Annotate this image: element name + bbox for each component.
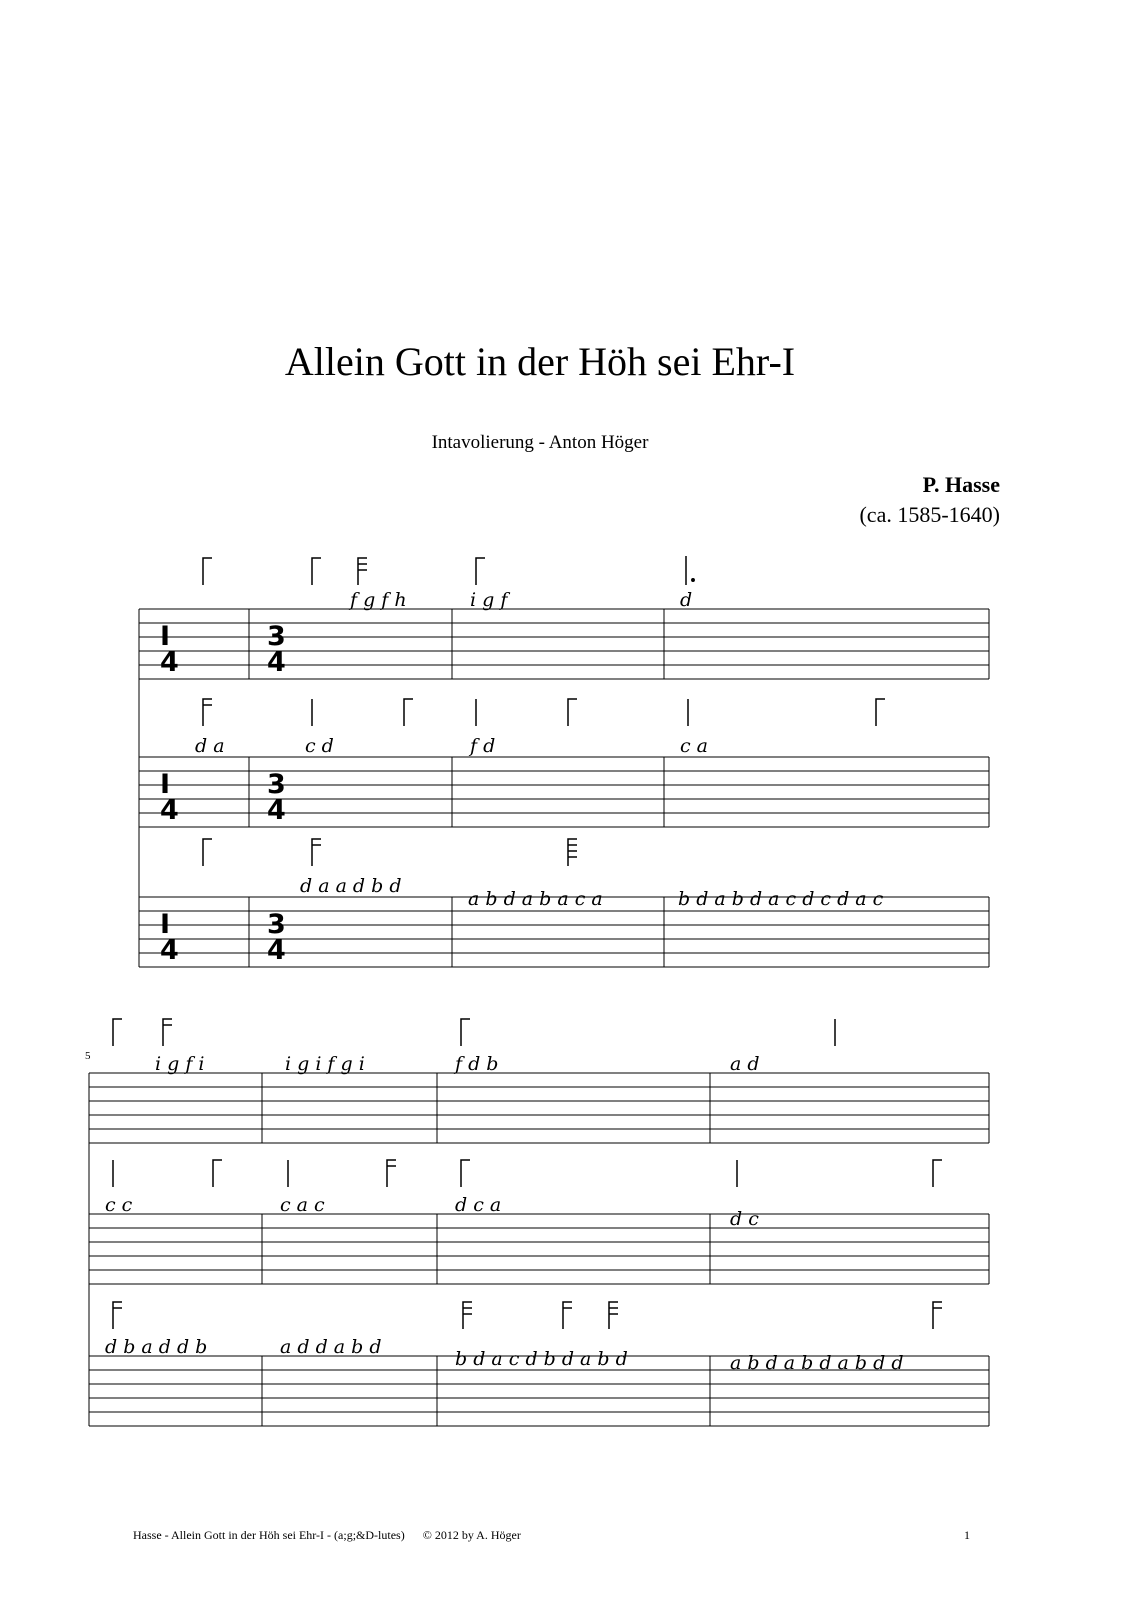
tab-letters-s1-v2-m2: c d [305, 735, 334, 757]
tab-letters-s2-v3-m7: b d a c d b d a b d [455, 1348, 628, 1370]
tab-letters-s2-v2-m6: c a c [280, 1194, 325, 1216]
tab-letters-s2-v1-m7: f d b [455, 1053, 499, 1075]
time-sig-den: 4 [267, 935, 286, 966]
tab-letters-s2-v2-m8: d c [730, 1208, 759, 1230]
time-sig-num: I [160, 621, 171, 652]
page-title: Allein Gott in der Höh sei Ehr-I [284, 339, 796, 384]
time-sig-den: 4 [160, 795, 179, 826]
tab-letters-s1-v1-m3: i g f [470, 589, 508, 611]
time-sig-num: 3 [267, 769, 286, 800]
time-sig-den: 4 [160, 935, 179, 966]
tab-letters-s1-v2-m3: f d [470, 735, 496, 757]
time-sig-den: 4 [160, 647, 179, 678]
tab-letters-s2-v1-m6: i g i f g i [285, 1053, 365, 1075]
tab-letters-s1-v1-m4: d [680, 589, 693, 611]
tab-letters-s1-v1-m2: f g f h [350, 589, 407, 611]
page-number: 1 [964, 1528, 970, 1542]
time-sig-num: I [160, 769, 171, 800]
tab-letters-s1-v3-m3: a b d a b a c a [468, 888, 603, 910]
arranger-credit: Intavolierung - Anton Höger [431, 432, 649, 453]
tab-letters-s2-v3-m8: a b d a b d a b d d [730, 1352, 904, 1374]
composer-name: P. Hasse [922, 472, 1000, 497]
composer-dates: (ca. 1585-1640) [859, 502, 1000, 527]
time-sig-num: 3 [267, 909, 286, 940]
tab-letters-s2-v1-m5: i g f i [155, 1053, 205, 1075]
tab-letters-s2-v1-m8: a d [730, 1053, 760, 1075]
footer-title: Hasse - Allein Gott in der Höh sei Ehr-I - (a;g;&D-lutes) [133, 1528, 405, 1542]
page-footer [133, 1528, 521, 1543]
time-sig-num: 3 [267, 621, 286, 652]
tab-letters-s2-v3-m6: a d d a b d [280, 1336, 382, 1358]
measure-number: 5 [85, 1050, 91, 1062]
tab-letters-s1-v2-m4: c a [680, 735, 709, 757]
time-signatures [160, 621, 286, 966]
tab-letters-s2-v3-m5: d b a d d b [105, 1336, 208, 1358]
tab-letters-s1-v2-m1: d a [195, 735, 225, 757]
tab-letters-s1-v3-m4: b d a b d a c d c d a c [678, 888, 884, 910]
time-sig-num: I [160, 909, 171, 940]
tab-letters-s2-v2-m5: c c [105, 1194, 133, 1216]
tab-letters-s1-v3-m2: d a a d b d [300, 875, 402, 897]
time-sig-den: 4 [267, 795, 286, 826]
tab-letters-s2-v2-m7: d c a [455, 1194, 502, 1216]
footer-copyright: © 2012 by A. Höger [422, 1528, 521, 1542]
rhythm-flags [113, 556, 942, 1329]
time-sig-den: 4 [267, 647, 286, 678]
